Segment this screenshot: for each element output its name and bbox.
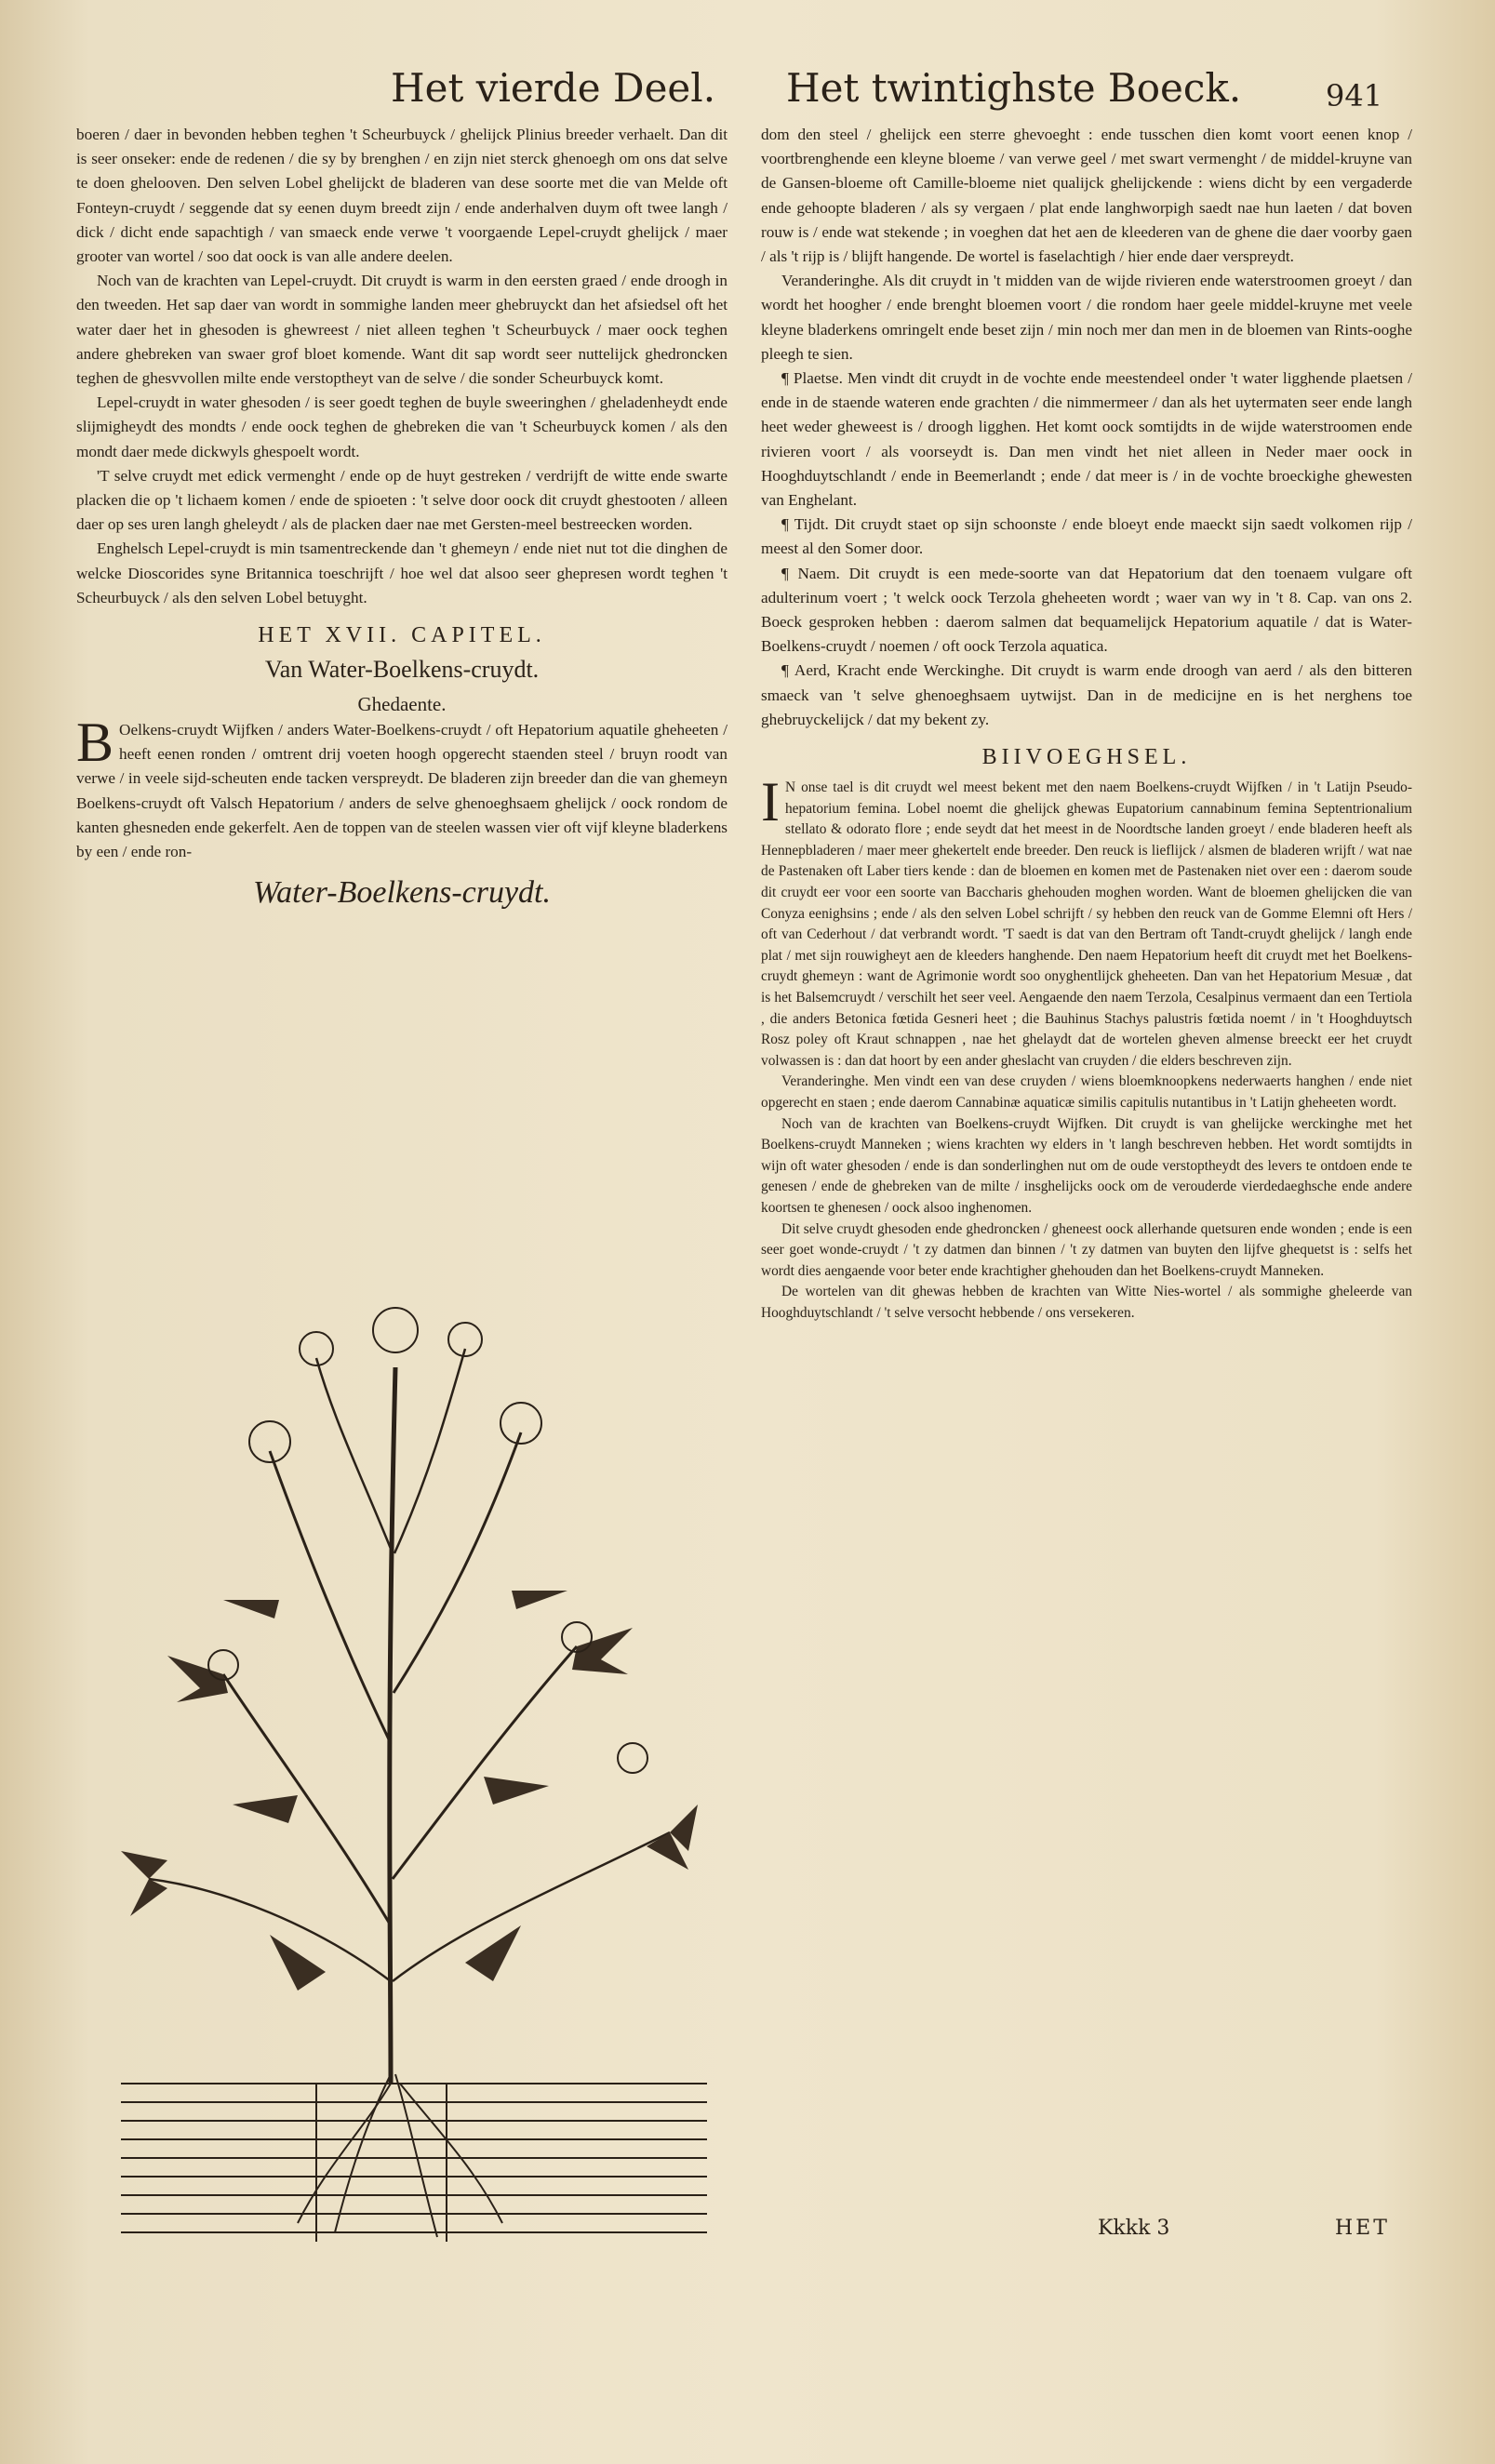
drop-cap: I xyxy=(761,771,780,833)
drop-cap: B xyxy=(76,712,114,774)
left-paragraph: Lepel-cruydt in water ghesoden / is seer goedt teghen de buyle sweeringhen / gheladenheydt ende slijmigheydt des mondts / ende oock teghen de ghebreken die van 't Scheurbuyck komen / als den mondt daer mede dickwyls ghespoelt wordt. xyxy=(76,393,727,460)
left-paragraph: Enghelsch Lepel-cruydt is min tsamentreckende dan 't ghemeyn / ende niet nut tot die dinghen de welcke Dioscorides syne Britannica toeschrijft / hoe wel dat alsoo seer ghepresen wordt teghen 't Scheurbuyck / als den selven Lobel betuyght. xyxy=(76,539,727,606)
bijvoeghsel-text: N onse tael is dit cruydt wel meest bekent met den naem Boelkens-cruydt Wijfken / in 't Latijn Pseudo-hepatorium femina. Lobel noemt die ghelijck ghewas Eupatorium cannabinum femina Septentrionalium stellato & odorato flore ; ende seydt dat het meest in de Noordtsche landen groeyt / ende bladeren heeft als Hennepbladeren / maer meer ghekertelt ende breeder. Den reuck is lieflijck / alsmen de bladeren wrijft / wat nae de Pastenaken oft Laber tiers kende : dan de bloemen en komen met de Pastenaken niet over een : daerom soude dit cruydt eer voor een soorte van Baccharis ghehouden moghen worden. Want de bloemen ghelijcken die van Conyza eenighsins ; ende / als den selven Lobel schrijft / sy hebben den reuck van de Gomme Elemni oft Hers / oft van Cederhout / dat verbrandt wordt. 'T saedt is dat van den Bertram oft Tandt-cruydt ghelijck / langh ende plat / met sijn rouwigheyt aen de kleeders hanghende. Den naem Hepatorium heeft dit cruydt met het Boelkens-cruydt ghemeyn : want de Agrimonie wordt soo onyghentlijck gheheeten. Dan van het Hepatorium Mesuæ , dat is het Balsemcruydt / verschilt het seer veel. Aengaende den naem Terzola, Cesalpinus vermaent dan een Tertiola , die anders Betonica fœtida Gesneri heet ; die Bauhinus Stachys palustris fœtida noemt / in 't Hooghduytsch Rosz poley oft Kraut schnappen , nae het ghelaydt dat de wortelen gheven almense breeckt eer het cruydt volwassen is : dan dat hoort by een ander gheslacht van cruyden / die elders beschreven zijn. xyxy=(761,779,1412,1069)
leaf-clusters xyxy=(121,1591,698,1991)
page-number: 941 xyxy=(1326,78,1383,113)
bijvoeghsel-paragraph xyxy=(761,771,1412,1072)
bijvoeghsel-paragraph: Noch van de krachten van Boelkens-cruydt Wijfken. Dit cruydt is van ghelijcke werckinghe met het Boelkens-cruydt Manneken ; wiens krachten wy elders in 't langh beschreven hebben. Het wordt somtijdts in wijn oft water ghesoden / ende is dan sonderlinghen nut om de oude verstoptheydt des levers te ontdoen ende te genesen / ende de ghebreken van de milte / insghelijcks oock om de verouderde vierdedaeghsche ende andere koortsen te ghenesen / oock alsoo inghenomen. xyxy=(761,1115,1412,1216)
left-paragraph: Noch van de krachten van Lepel-cruydt. Dit cruydt is warm in den eersten graed / ende droogh in den tweeden. Het sap daer van wordt in sommighe landen meer ghebruyckt dan het afsiedsel oft het water daer het in ghesoden is ghewreest / niet alleen teghen 't Scheurbuyck / maer oock teghen andere ghebreken van swaer grof bloet komende. Want dit sap wordt seer nuttelijck ghedroncken teghen de ghesvvollen milte ende verstoptheyt van de selve / die sonder Scheurbuyck komt. xyxy=(76,272,727,388)
bijvoeghsel-heading: BIIVOEGHSEL. xyxy=(981,745,1192,770)
bijvoeghsel-paragraph: Veranderinghe. Men vindt een van dese cruyden / wiens bloemknoopkens nederwaerts hanghen / ende niet opgerecht en staen ; ende daerom Cannabinæ aquaticæ similis capitulis nutantibus in 't Latijn gheheeten wordt. xyxy=(761,1073,1412,1111)
right-paragraph: Veranderinghe. Als dit cruydt in 't midden van de wijde rivieren ende waterstroomen groeyt / dan wordt het hoogher / ende brenght bloemen voort / die rondom haer geele middel-kruyne met veele kleyne bladerkens omringelt ende beset zijn / min noch mer dan men in de bloemen van Rints-ooghe pleegh te sien. xyxy=(761,272,1412,363)
plant-woodcut-illustration xyxy=(112,1274,726,2251)
catchword: HET xyxy=(1335,2217,1390,2240)
left-paragraph: 'T selve cruydt met edick vermenght / ende op de huyt gestreken / verdrijft de witte ende swarte placken die op 't lichaem komen / ende de spioeten : 't selve door oock dit cruydt ghestooten / alleen daer op ses uren langh gheleydt / als de placken daer nae met Gersten-meel bestreecken worden. xyxy=(76,466,727,534)
illustration-caption: Water-Boelkens-cruydt. xyxy=(252,875,551,911)
bijvoeghsel-paragraph: De wortelen van dit ghewas hebben de krachten van Witte Nies-wortel / als sommighe gheleerde van Hooghduytschlandt / 't selve versocht hebbende / ons versekeren. xyxy=(761,1284,1412,1321)
bijvoeghsel-paragraph: Dit selve cruydt ghesoden ende ghedroncken / gheneest oock allerhande quetsuren ende wonden ; ende is een seer goet wonde-cruydt / 't zy datmen dan binnen / 't zy datmen van buyten den lijfve ghequetst is : selfs het wordt dies aengaende voor beter ende krachtigher ghehouden dan het Boelkens-cruydt Manneken. xyxy=(761,1220,1412,1279)
running-head-right: Het twintighste Boeck. xyxy=(786,65,1242,111)
right-paragraph: ¶ Tijdt. Dit cruydt staet op sijn schoonste / ende bloeyt ende maeckt sijn saedt volkomen rijp / meest al den Somer door. xyxy=(761,515,1412,558)
running-head-left: Het vierde Deel. xyxy=(391,65,716,111)
flower-heads xyxy=(208,1308,647,1773)
ghedaente-text: Oelkens-cruydt Wijfken / anders Water-Boelkens-cruydt / oft Hepatorium aquatile gheheeten / heeft eenen ronden / omtrent drij voeten hoogh opgerecht staenden steel / bruyn roodt van verwe / in veele sijd-scheuten ende tacken verspreydt. De bladeren zijn breeder dan die van ghemeyn Boelkens-cruydt oft Valsch Hepatorium / anders de selve ghenoeghsaem ghelijck / oock rondom de kanten ghesneden ende gekerfelt. Aen de toppen van de steelen wassen vier oft vijf kleyne bladerkens by een / ende ron- xyxy=(76,721,727,861)
chapter-heading: HET XVII. CAPITEL. xyxy=(258,623,546,648)
right-column xyxy=(761,123,1412,1325)
right-paragraph: ¶ Naem. Dit cruydt is een mede-soorte van dat Hepatorium dat den toenaem vulgare oft adulterinum voert ; 't welck oock Terzola gheheeten wordt ; waer van wy in 't 8. Cap. van ons 2. Boeck gesproken hebben : daerom salmen dat bequamelijck Hepatorium aquatile / dat is Water-Boelkens-cruydt / noemen / oft oock Terzola aquatica. xyxy=(761,564,1412,656)
left-column xyxy=(76,123,727,916)
right-paragraph: ¶ Aerd, Kracht ende Werckinghe. Dit cruydt is warm ende droogh van aerd / als den bitteren smaeck van 't selve ghenoeghsaem uytwijst. Dan in de medicijne en is het nerghens toe ghebruyckelijck / dat my bekent zy. xyxy=(761,661,1412,728)
chapter-subtitle: Van Water-Boelkens-cruydt. xyxy=(264,656,540,684)
ghedaente-paragraph xyxy=(76,712,727,864)
right-paragraph: ¶ Plaetse. Men vindt dit cruydt in de vochte ende meestendeel onder 't water ligghende plaetsen / ende in de staende wateren ende grachten / die nimmermeer / dan als het uytermaten seer ende langh heet weder gheweest is / droogh ligghen. Het komt oock somtijdts in de wijde waterstroomen ende rivieren voort / als voorseydt is. Dan men vindt het niet alleen in Neder maer oock in Hooghduytschlandt / ende in Beemerlandt ; ende / dat meer is / in de vochte broeckighe ghewesten van Enghelant. xyxy=(761,369,1412,510)
signature-mark: Kkkk 3 xyxy=(1098,2217,1170,2240)
ground-hatching xyxy=(121,2084,707,2242)
right-paragraph: dom den steel / ghelijck een sterre ghevoeght : ende tusschen dien komt voort eenen knop / voortbrenghende een kleyne bloeme / van verwe geel / met swart vermenght / de middel-kruyne van de Gansen-bloeme oft Camille-bloeme niet qualijck ghelijckende : wiens dicht by een vergaderde ende gehoopte bladeren / als sy vergaen / plat ende langhworpigh saedt nae hun laeten / dat boven rouw is / ende wat stekende ; in voeghen dat het aen de kleederen van de ghene die daer voorby gaen / als 't rijp is / blijft hangende. De wortel is faselachtigh / hier ende daer verspreydt. xyxy=(761,126,1412,266)
section-heading: Ghedaente. xyxy=(357,693,447,716)
left-paragraph: boeren / daer in bevonden hebben teghen 't Scheurbuyck / ghelijck Plinius breeder verhaelt. Dan dit is seer onseker: ende de redenen / die sy by brenghen / en zijn niet sterck ghenoegh om ons dat selve te doen ghelooven. Den selven Lobel ghelijckt de bladeren van dese soorte met die van Melde oft Fonteyn-cruydt / seggende dat sy eenen duym breedt zijn / ende anderhalven duym oft twee langh / dick / dicht ende sapachtigh / van smaeck ende verwe 't voorgaende Lepel-cruydt ghelijck / maer grooter van wortel / soo dat oock is van alle andere deelen. xyxy=(76,126,727,266)
